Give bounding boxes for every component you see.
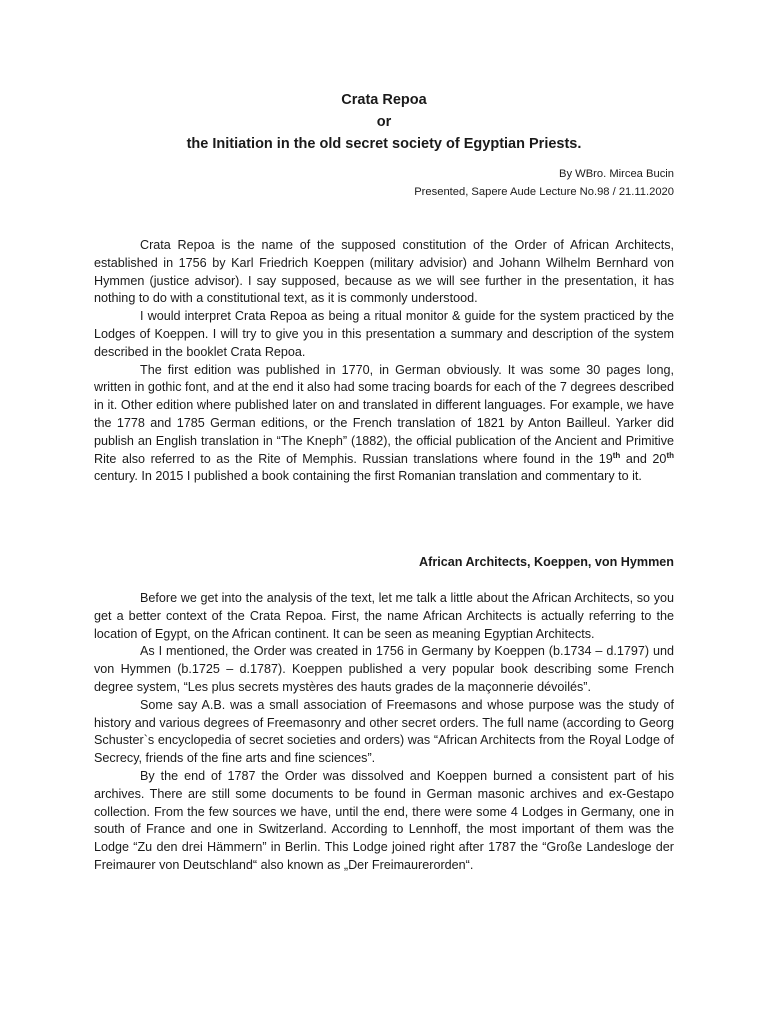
title-line-3: the Initiation in the old secret society of Egyptian Priests. [186, 136, 582, 152]
author-line: By WBro. Mircea Bucin [558, 168, 674, 180]
superscript-th-1: th [612, 450, 621, 460]
document-title [94, 89, 674, 155]
section-heading: African Architects, Koeppen, von Hymmen [419, 555, 674, 569]
para3-end: century. In 2015 I published a book containing the first Romanian translation and commentary to it. [94, 469, 642, 484]
section-paragraph-3: Some say A.B. was a small association of Freemasons and whose purpose was the study of history and various degrees of Freemasonry and other secret orders. The full name (according to Georg Schuster`s encyclopedia of secret societies and orders) was “African Architects from the Royal Lodge of Secrecy, friends of the fine arts and fine sciences”. [94, 697, 674, 766]
intro-paragraph-1: Crata Repoa is the name of the supposed constitution of the Order of African Architects, established in 1756 by Karl Friedrich Koeppen (military advisior) and Johann Wilhelm Bernhard von Hymmen (justice advisor). I say supposed, because as we will see further in the presentation, it has nothing to do with a constitutional text, as it is commonly understood. [94, 238, 674, 306]
section-paragraph-1: Before we get into the analysis of the text, let me talk a little about the African Architects, so you get a better context of the Crata Repoa. First, the name African Architects is actually referring to the location of Egypt, on the African continent. It can be seen as meaning Egyptian Architects. [94, 591, 674, 641]
intro-section [94, 237, 674, 486]
intro-paragraph-3 [94, 362, 674, 487]
section-paragraph-2: As I mentioned, the Order was created in 1756 in Germany by Koeppen (b.1734 – d.1797) und von Hymmen (b.1725 – d.1787). Koeppen published a very popular book describing some French degree system, “Les plus secrets mystères des hauts grades de la maçonnerie dévoilés”. [94, 644, 674, 694]
title-line-2: or [376, 114, 392, 130]
presented-line: Presented, Sapere Aude Lecture No.98 / 21.11.2020 [414, 186, 674, 198]
superscript-th-2: th [666, 450, 674, 460]
intro-paragraph-2: I would interpret Crata Repoa as being a ritual monitor & guide for the system practiced by the Lodges of Koeppen. I will try to give you in this presentation a summary and description of the system described in the booklet Crata Repoa. [94, 309, 674, 359]
para3-mid: and 20 [620, 451, 667, 466]
title-line-1: Crata Repoa [341, 92, 427, 108]
section-paragraph-4: By the end of 1787 the Order was dissolved and Koeppen burned a consistent part of his archives. There are still some documents to be found in German masonic archives and ex-Gestapo collection. From the few sources we have, until the end, there were some 4 Lodges in Germany, one in south of France and one in Switzerland. According to Lennhoff, the most important of them was the Lodge “Zu den drei Hämmern” in Berlin. This Lodge joined right after 1787 the “Große Landesloge der Freimaurer von Deutschland“ also known as „Der Freimaurerorden“. [94, 768, 674, 872]
para3-main: The first edition was published in 1770, in German obviously. It was some 30 pages long, written in gothic font, and at the end it also had some tracing boards for each of the 7 degrees described in it. Other edition where published later on and translated in different languages. For example, we have the 1778 and 1785 German editions, or the French translation of 1821 by Anton Bailleul. Yarker did publish an English translation in “The Kneph” (1882), the official publication of the Ancient and Primitive Rite also referred to as the Rite of Memphis. Russian translations where found in the 19 [94, 362, 674, 466]
history-section [94, 590, 674, 875]
